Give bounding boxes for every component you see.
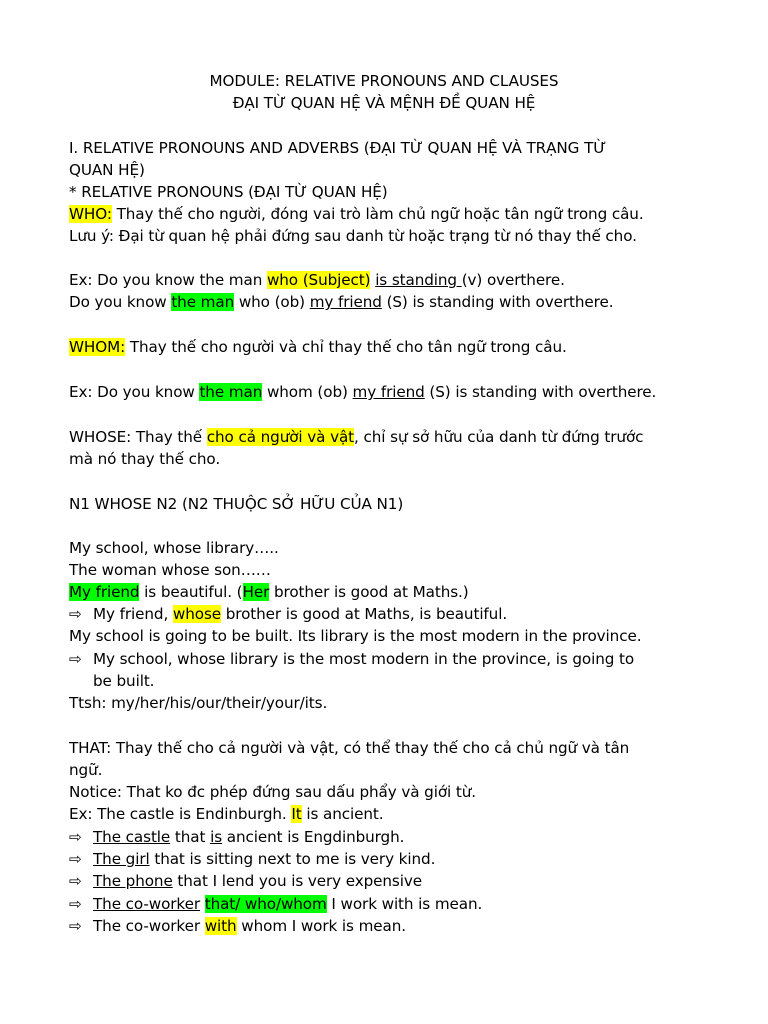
who-note: Lưu ý: Đại từ quan hệ phải đứng sau danh từ hoặc trạng từ nó thay thế cho. <box>69 227 637 245</box>
document-subtitle: ĐẠI TỪ QUAN HỆ VÀ MỆNH ĐỀ QUAN HỆ <box>232 94 536 112</box>
text: (S) is standing with overthere. <box>424 383 657 401</box>
highlight: the man <box>199 383 263 401</box>
highlight: It <box>291 805 302 823</box>
whose-ttsh: Ttsh: my/her/his/our/their/your/its. <box>69 694 328 712</box>
that-result-2 <box>69 848 435 870</box>
underlined-text: my friend <box>352 383 425 401</box>
text: who (ob) <box>234 293 310 311</box>
text: (S) is standing with overthere. <box>381 293 614 311</box>
underlined-text: is <box>210 828 223 846</box>
highlight: whose <box>172 605 222 623</box>
underlined-text: The castle <box>93 828 171 846</box>
who-example-2 <box>69 291 613 313</box>
whose-example-1: My school, whose library….. <box>69 539 279 557</box>
subsection-heading: * RELATIVE PRONOUNS (ĐẠI TỪ QUAN HỆ) <box>69 183 388 201</box>
who-example-1 <box>69 269 565 291</box>
text: ancient is Engdinburgh. <box>222 828 405 846</box>
text: is beautiful. ( <box>139 583 243 601</box>
that-definition-cont: ngữ. <box>69 761 103 779</box>
highlight: Her <box>242 583 270 601</box>
text: brother is good at Maths, is beautiful. <box>221 605 508 623</box>
whose-formula: N1 WHOSE N2 (N2 THUỘC SỞ HỮU CỦA N1) <box>69 495 404 513</box>
underlined-text: The phone <box>93 872 173 890</box>
text: , chỉ sự sở hữu của danh từ đứng trước <box>354 428 644 446</box>
highlight: that/ who/whom <box>204 895 327 913</box>
whose-example-2: The woman whose son…… <box>69 561 271 579</box>
who-definition <box>69 203 644 225</box>
text: Ex: The castle is Endinburgh. <box>69 805 292 823</box>
arrow-icon: ⇨ <box>69 650 82 668</box>
whose-example-6-cont: be built. <box>93 672 155 690</box>
that-example <box>69 803 383 825</box>
text: My school, whose library is the most modern in the province, is going to <box>93 650 635 668</box>
text: whom (ob) <box>262 383 353 401</box>
arrow-icon: ⇨ <box>69 917 82 935</box>
highlight: cho cả người và vật <box>206 428 355 446</box>
text: I work with is mean. <box>326 895 483 913</box>
whose-example-5: My school is going to be built. Its library is the most modern in the province. <box>69 627 642 645</box>
that-result-4 <box>69 893 482 915</box>
whose-example-6 <box>69 648 634 670</box>
highlight: who (Subject) <box>266 271 371 289</box>
text: that is sitting next to me is very kind. <box>149 850 436 868</box>
that-result-3 <box>69 870 422 892</box>
underlined-text: The co-worker <box>93 895 200 913</box>
whose-example-3 <box>69 581 469 603</box>
that-definition: THAT: Thay thế cho cả người và vật, có thể thay thế cho cả chủ ngữ và tân <box>69 739 630 757</box>
text: (v) overthere. <box>461 271 565 289</box>
highlight: My friend <box>69 583 140 601</box>
text: whom I work is mean. <box>236 917 406 935</box>
text: Do you know <box>69 293 172 311</box>
highlight: the man <box>171 293 235 311</box>
underlined-text: my friend <box>309 293 382 311</box>
arrow-icon: ⇨ <box>69 828 82 846</box>
text: is ancient. <box>301 805 384 823</box>
text: brother is good at Maths.) <box>269 583 469 601</box>
that-result-5 <box>69 915 406 937</box>
that-notice: Notice: That ko đc phép đứng sau dấu phẩy và giới từ. <box>69 783 476 801</box>
whom-def-text: Thay thế cho người và chỉ thay thế cho tân ngữ trong câu. <box>125 338 567 356</box>
that-result-1 <box>69 826 404 848</box>
who-label: WHO: <box>69 205 112 223</box>
text <box>200 895 205 913</box>
section-heading-cont: QUAN HỆ) <box>69 161 145 179</box>
arrow-icon: ⇨ <box>69 895 82 913</box>
arrow-icon: ⇨ <box>69 872 82 890</box>
text: My friend, <box>93 605 173 623</box>
underlined-text: is standing <box>375 271 462 289</box>
text: that <box>170 828 211 846</box>
whom-label: WHOM: <box>69 338 126 356</box>
arrow-icon: ⇨ <box>69 605 82 623</box>
who-def-text: Thay thế cho người, đóng vai trò làm chủ ngữ hoặc tân ngữ trong câu. <box>111 205 644 223</box>
underlined-text: The girl <box>93 850 150 868</box>
whose-definition-cont: mà nó thay thế cho. <box>69 450 221 468</box>
whose-example-4 <box>69 603 507 625</box>
arrow-icon: ⇨ <box>69 850 82 868</box>
text: Ex: Do you know the man <box>69 271 267 289</box>
whom-example <box>69 381 656 403</box>
section-heading: I. RELATIVE PRONOUNS AND ADVERBS (ĐẠI TỪ QUAN HỆ VÀ TRẠNG TỪ <box>69 139 607 157</box>
whose-definition <box>69 426 643 448</box>
text: that I lend you is very expensive <box>172 872 422 890</box>
highlight: with <box>204 917 237 935</box>
text: Ex: Do you know <box>69 383 200 401</box>
text: The co-worker <box>93 917 205 935</box>
whom-definition <box>69 336 567 358</box>
text: WHOSE: Thay thế <box>69 428 207 446</box>
document-title: MODULE: RELATIVE PRONOUNS AND CLAUSES <box>209 72 559 90</box>
